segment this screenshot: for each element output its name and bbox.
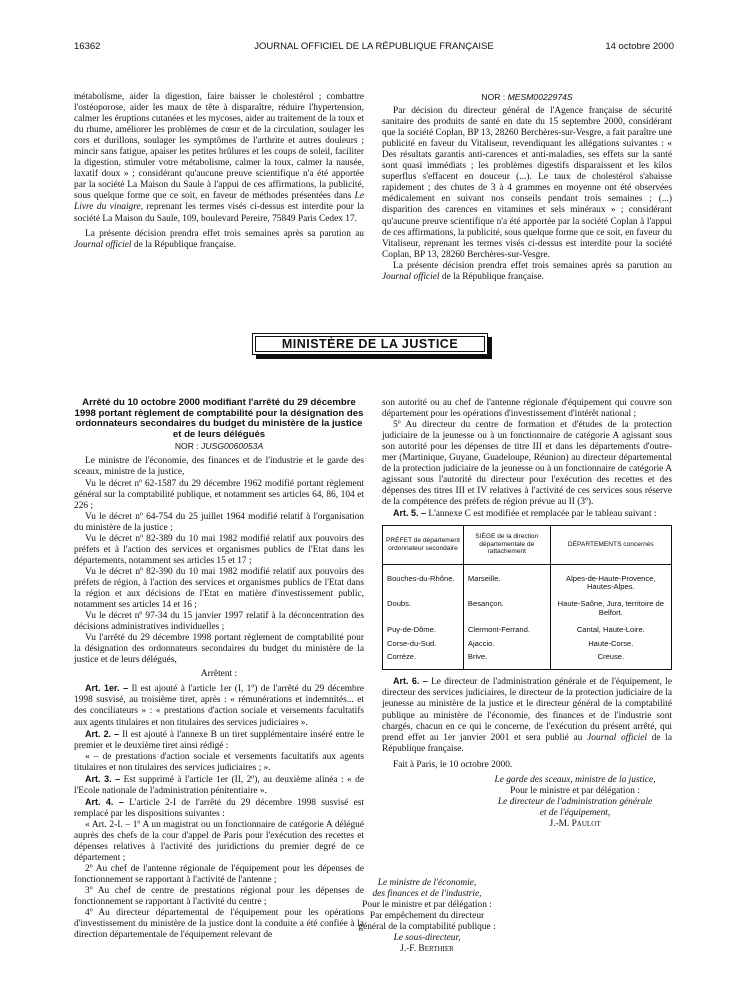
article-5: Art. 5. – L'annexe C est modifiée et remplacée par le tableau suivant : [393, 508, 657, 520]
arretent: Arrêtent : [200, 669, 238, 680]
table-cell: Corse-du-Sud. [383, 636, 464, 649]
table-cell: Puy-de-Dôme. [383, 618, 464, 635]
paragraph: Vu l'arrêté du 29 décembre 1998 portant règlement de comptabilité pour la désignation des ordonnateurs secondaires du budget du ministère de la justice et de leurs délégués, [74, 633, 364, 666]
article-4: Art. 4. – L'article 2-I de l'arrêté du 29 décembre 1998 susvisé est remplacé par les dispositions suivantes : [74, 796, 364, 819]
table-cell: Brive. [463, 649, 550, 670]
table-cell: Bouches-du-Rhône. [383, 564, 464, 592]
signature-line: Le sous-directeur, [393, 933, 461, 944]
signature-line: Le garde des sceaux, ministre de la justice, [494, 774, 656, 785]
signature-line: Le directeur de l'administration générale [497, 796, 653, 807]
table-cell: Haute-Saône, Jura, territoire de Belfort. [550, 592, 671, 618]
page-header [74, 41, 674, 55]
signature-line: Pour le ministre et par délégation : [362, 900, 492, 911]
paragraph: Par décision du directeur général de l'Agence française de sécurité sanitaire des produits de santé en date du 15 septembre 2000, considérant que la société Coplan, BP 13, 28260 Berchères-sur-Vesgre, a fait paraître une publicité en faveur du Vitaliseur, revendiquant les allégations suivantes : « Des résultats garantis anti-carences et anti-maladies, ses effets sur la santé sont quasi immédiats ; les problèmes digestifs disparaissent et les kilos superflus s'effacent en douceur (...). Le taux de cholestérol s'abaisse rapidement ; des chutes de 3 à 4 grammes en moyenne ont été observées médicalement en suivant nos conseils pendant trois semaines ; (...) disparition des carences en vitamines et sels minéraux » ; considérant qu'aucune preuve scientifique n'a été apportée par la société Coplan à l'appui de ces affirmations, la publicité, sous quelque forme que ce soit, en faveur du Vitaliseur, reprenant les termes visés ci-dessus est interdite pour la société Coplan, BP 13, 28260 Berchères-sur-Vesgre. [382, 106, 672, 260]
ministry-banner [252, 333, 488, 355]
paragraph: Vu le décret nº 62-1587 du 29 décembre 1962 modifié portant règlement général sur la comptabilité publique, et notamment ses articles 64, 86, 104 et 226 ; [74, 478, 364, 511]
signature-line: Pour le ministre et par délégation : [510, 785, 640, 796]
table-cell: Marseille. [463, 564, 550, 592]
signature-line: Le ministre de l'économie, [377, 878, 477, 888]
article-4-item: 4º Au directeur départemental de l'équipement pour les opérations d'investissement du ministère de la justice dont la conduite a été confiée à la direction départementale de l'équipement relevant de [74, 908, 364, 941]
article-4-item: « Art. 2-I. – 1º A un magistrat ou un fonctionnaire de catégorie A délégué auprès des chefs de la cour d'appel de Paris pour l'exécution des recettes et dépenses relatives à l'activité des juridictions du premier degré de ce département ; [74, 819, 364, 864]
paragraph: La présente décision prendra effet trois semaines après sa parution au Journal officiel de la République française. [382, 260, 672, 282]
paragraph: Vu le décret nº 97-34 du 15 janvier 1997 relatif à la déconcentration des décisions administratives individuelles ; [74, 611, 364, 633]
article-1: Art. 1er. – Il est ajouté à l'article 1er (I, 1º) de l'arrêté du 29 décembre 1998 susvisé, au troisième tiret, après : « rémunérations et indemnités... et des conciliateurs » : « prestations d'action sociale et versements facultatifs aux agents titulaires et non titulaires des services judiciaires ». [74, 683, 364, 728]
table-row [383, 618, 672, 635]
column-header: SIÈGE de la direction départementale de rattachement [463, 525, 550, 564]
decree-title: Arrêté du 10 octobre 2000 modifiant l'arrêté du 29 décembre 1998 portant règlement de comptabilité pour la désignation des ordonnateurs secondaires du budget du ministère de la justice et de leurs délégués [74, 397, 364, 440]
paragraph: Vu le décret nº 82-390 du 10 mai 1982 modifié relatif aux pouvoirs des préfets de région, à l'action des services et organismes publics de l'Etat dans la région et aux décisions de l'Etat en matière d'investissement public, notamment ses articles 14 et 16 ; [74, 566, 364, 611]
table-row [383, 564, 672, 592]
decree-left-column [74, 398, 364, 941]
journal-title: JOURNAL OFFICIEL DE LA RÉPUBLIQUE FRANÇAISE [254, 41, 494, 52]
paragraph: son autorité ou au chef de l'antenne régionale d'équipement qui couvre son département pour les opérations d'investissement d'intérêt national ; [382, 398, 672, 420]
top-left-column [74, 92, 364, 251]
signature-line: des finances et de l'industrie, [372, 889, 482, 900]
signature-line: et de l'équipement, [539, 807, 611, 818]
table-row [383, 649, 672, 670]
nor-reference: NOR : JUSG0060053A [174, 441, 264, 452]
table-cell: Clermont-Ferrand. [463, 618, 550, 635]
signature-block-finance [342, 878, 512, 955]
article-3: Art. 3. – Est supprimé à l'article 1er (II, 2º), au deuxième alinéa : « de l'Ecole nationale de l'administration pénitentiaire ». [74, 773, 365, 796]
table-cell: Doubs. [383, 592, 464, 618]
table-cell: Corrèze. [383, 649, 464, 670]
article-2: Art. 2. – Il est ajouté à l'annexe B un tiret supplémentaire inséré entre le premier et le deuxième tiret ainsi rédigé : [74, 728, 365, 751]
signature-line: Par empêchement du directeur [369, 911, 485, 922]
table-row [383, 636, 672, 649]
paragraph: métabolisme, aider la digestion, faire baisser le cholestérol ; combattre l'ostéoporose, aider les maux de tête à disparaître, réduire l'hypertension, calmer les éruptions cutanées et les mycoses, aider au traitement de la toux et du rhume, améliorer les problèmes de cœur et de la circulation, soulager les cors et durillons, soulager les symptômes de l'arthrite et autres douleurs ; mincir sans fatigue, apaiser les petites brûlures et les coups de soleil, faciliter la digestion, stimuler votre métabolisme, calmer la toux, calmer la nausée, laxatif doux » ; considérant qu'aucune preuve scientifique n'a été apportée par la société La Maison du Saule à l'appui de ces affirmations, la publicité, sous quelque forme que ce soit, en faveur de méthodes présentées dans Le Livre du vinaigre, reprenant les termes visés ci-dessus est interdite pour la société La Maison du Saule, 109, boulevard Pereire, 75849 Paris Cedex 17. [74, 92, 364, 224]
ministry-title: MINISTÈRE DE LA JUSTICE [255, 336, 485, 352]
nor-reference: NOR : MESM0022974S [481, 92, 573, 102]
article-4-item: 2º Au chef de l'antenne régionale de l'équipement pour les dépenses de fonctionnement se rapportant à l'activité de l'antenne ; [74, 864, 364, 886]
done-at: Fait à Paris, le 10 octobre 2000. [393, 759, 513, 770]
paragraph: La présente décision prendra effet trois semaines après sa parution au Journal officiel de la République française. [74, 228, 364, 250]
issue-date: 14 octobre 2000 [605, 41, 674, 52]
decree-right-column [358, 398, 673, 955]
paragraph: Vu le décret nº 64-754 du 25 juillet 1964 modifié relatif à l'organisation du ministère de la justice ; [74, 511, 364, 533]
table-header-row [383, 525, 672, 564]
signatory-name: J.-F. Berthier [400, 944, 454, 955]
table-row [383, 592, 672, 618]
column-header: PRÉFET de département ordonnateur secondaire [383, 525, 464, 564]
article-2-quote: « – de prestations d'action sociale et versements facultatifs aux agents titulaires et non titulaires des services judiciaires ; ». [74, 751, 364, 773]
table-cell: Cantal, Haute-Loire. [550, 618, 671, 635]
top-right-column [382, 92, 672, 283]
table-cell: Ajaccio. [463, 636, 550, 649]
article-4-item: 3º Au chef de centre de prestations régional pour les dépenses de fonctionnement se rapportant à l'activité du centre ; [74, 886, 364, 908]
signatory-name: J.-M. Paulot [549, 818, 601, 829]
signature-block-justice [478, 775, 672, 830]
table-cell: Besançon. [463, 592, 550, 618]
paragraph: 5º Au directeur du centre de formation et d'études de la protection judiciaire de la jeunesse ou à un fonctionnaire de catégorie A agissant sous son autorité pour les dépenses de titre III et dans les départements d'outre-mer (Martinique, Guyane, Guadeloupe, Réunion) au directeur départemental de la protection judiciaire de la jeunesse ou à un fonctionnaire de catégorie A agissant sous l'autorité du directeur pour l'exécution des recettes et des dépenses des titres III et IV relatives à l'activité de ces services sous réserve de la compétence des préfets de région prévue au II (3º). [382, 420, 672, 508]
table-cell: Alpes-de-Haute-Provence, Hautes-Alpes. [550, 564, 671, 592]
page-number: 16362 [74, 41, 101, 52]
article-6: Art. 6. – Le directeur de l'administration générale et de l'équipement, le directeur des services judiciaires, le directeur de la protection judiciaire de la jeunesse au ministère de la justice et le directeur général de la comptabilité publique au ministère de l'économie, des finances et de l'industrie sont chargés, chacun en ce qui le concerne, de l'exécution du présent arrêté, qui prend effet au 1er janvier 2001 et sera publié au Journal officiel de la République française. [382, 676, 673, 754]
table-cell: Creuse. [550, 649, 671, 670]
paragraph: Le ministre de l'économie, des finances et de l'industrie et le garde des sceaux, ministre de la justice, [74, 456, 364, 478]
column-header: DÉPARTEMENTS concernés [550, 525, 671, 564]
signature-line: général de la comptabilité publique : [358, 922, 496, 933]
prefecture-table [382, 525, 672, 671]
paragraph: Vu le décret nº 82-389 du 10 mai 1982 modifié relatif aux pouvoirs des préfets et à l'action des services et organismes publics de l'Etat dans les départements, notamment ses articles 15 et 17 ; [74, 533, 364, 566]
table-cell: Haute-Corse. [550, 636, 671, 649]
